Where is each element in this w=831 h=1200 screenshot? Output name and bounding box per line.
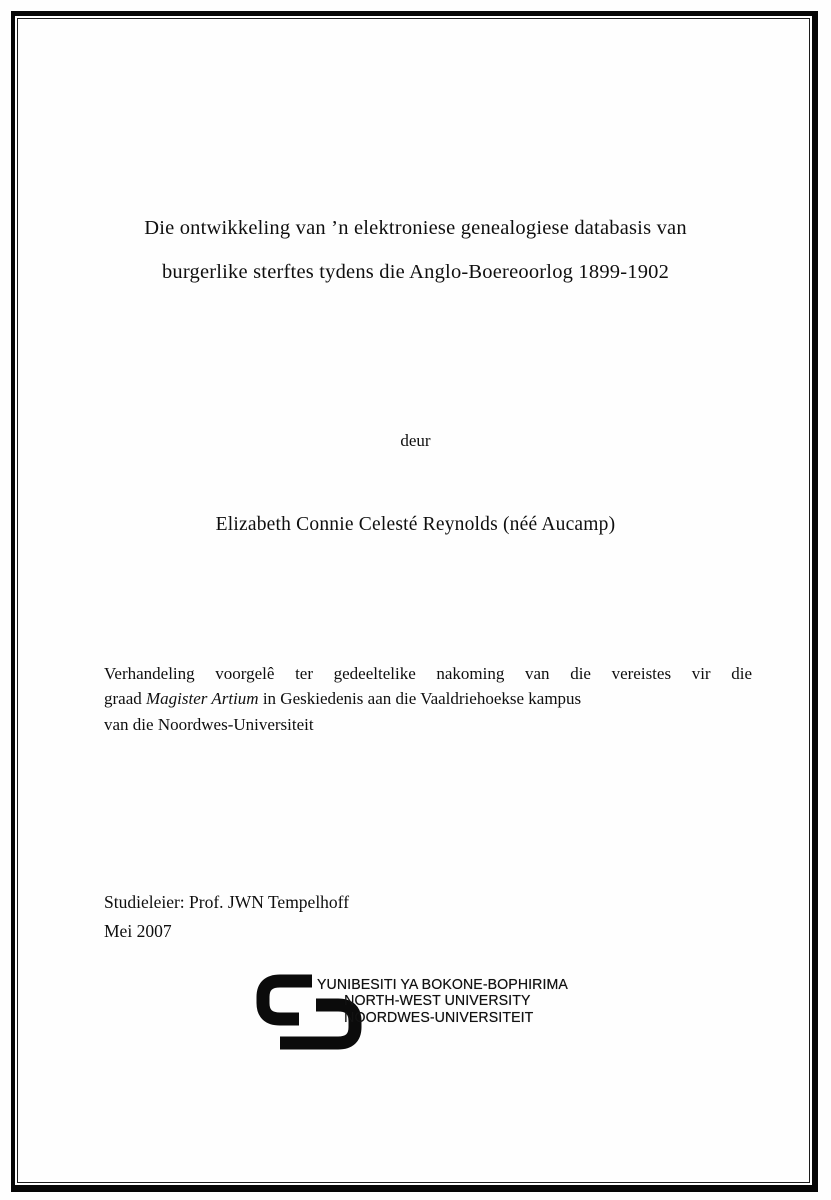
- submission-statement: [104, 661, 752, 737]
- thesis-title: [60, 206, 771, 294]
- submission-line-3: van die Noordwes-Universiteit: [104, 714, 314, 734]
- university-logo: [256, 971, 586, 1051]
- supervisor-line: Studieleier: Prof. JWN Tempelhoff: [104, 892, 350, 912]
- thesis-title-line-2: burgerlike sterftes tydens die Anglo-Boereoorlog 1899-1902: [161, 261, 670, 283]
- submission-line-2-pre: graad: [104, 689, 147, 709]
- university-logo-text: [317, 977, 568, 1026]
- logo-text-line-2: NORTH-WEST UNIVERSITY: [344, 993, 531, 1010]
- submission-line-2: [104, 686, 752, 711]
- supervisor-block: [104, 888, 349, 945]
- degree-name-italic: Magister Artium: [146, 689, 259, 709]
- byline-deur: deur: [400, 431, 431, 450]
- logo-text-line-1: YUNIBESITI YA BOKONE-BOPHIRIMA: [317, 977, 568, 993]
- logo-text-line-3: NOORDWES-UNIVERSITEIT: [344, 1009, 534, 1026]
- author-name: Elizabeth Connie Celesté Reynolds (néé Aucamp): [215, 514, 616, 535]
- logo-link-upper: [263, 981, 312, 1019]
- submission-line-1: Verhandeling voorgelê ter gedeeltelike nakoming van die vereistes vir die: [104, 664, 752, 683]
- date-line: Mei 2007: [104, 920, 172, 941]
- thesis-title-line-1: Die ontwikkeling van ’n elektroniese genealogiese databasis van: [144, 217, 687, 239]
- submission-line-2-post: in Geskiedenis aan die Vaaldriehoekse kampus: [258, 689, 582, 709]
